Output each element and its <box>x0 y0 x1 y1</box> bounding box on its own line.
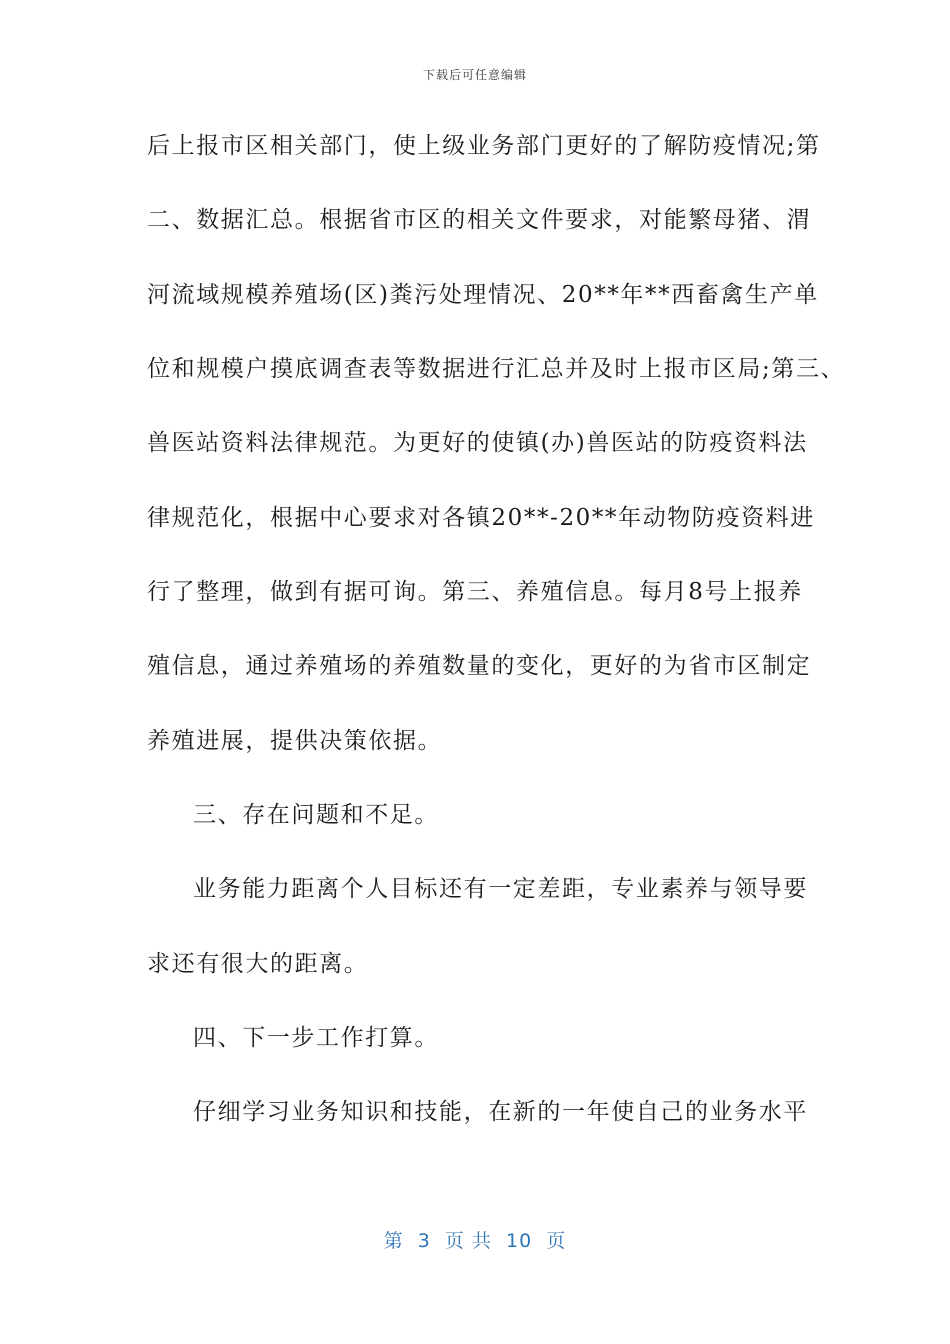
text-line: 后上报市区相关部门，使上级业务部门更好的了解防疫情况;第 <box>147 133 821 159</box>
text-line: 位和规模户摸底调查表等数据进行汇总并及时上报市区局;第三、 <box>147 356 846 382</box>
section-heading: 三、存在问题和不足。 <box>193 802 439 828</box>
text-line: 二、数据汇总。根据省市区的相关文件要求，对能繁母猪、渭 <box>147 207 812 233</box>
text-line: 业务能力距离个人目标还有一定差距，专业素养与领导要 <box>193 876 808 902</box>
page-header-note: 下载后可任意编辑 <box>422 68 527 82</box>
text-line: 河流域规模养殖场(区)粪污处理情况、20**年**西畜禽生产单 <box>147 282 819 308</box>
text-line: 殖信息，通过养殖场的养殖数量的变化，更好的为省市区制定 <box>147 653 812 679</box>
text-line: 养殖进展，提供决策依据。 <box>147 728 443 754</box>
text-line: 兽医站资料法律规范。为更好的使镇(办)兽医站的防疫资料法 <box>147 430 808 456</box>
page-number-footer: 第 3 页 共 10 页 <box>383 1230 567 1252</box>
text-line: 行了整理，做到有据可询。第三、养殖信息。每月8号上报养 <box>147 579 803 605</box>
text-line: 仔细学习业务知识和技能，在新的一年使自己的业务水平 <box>193 1099 808 1125</box>
section-heading: 四、下一步工作打算。 <box>193 1025 439 1051</box>
text-line: 律规范化，根据中心要求对各镇20**-20**年动物防疫资料进 <box>147 505 815 531</box>
text-line: 求还有很大的距离。 <box>147 951 369 977</box>
